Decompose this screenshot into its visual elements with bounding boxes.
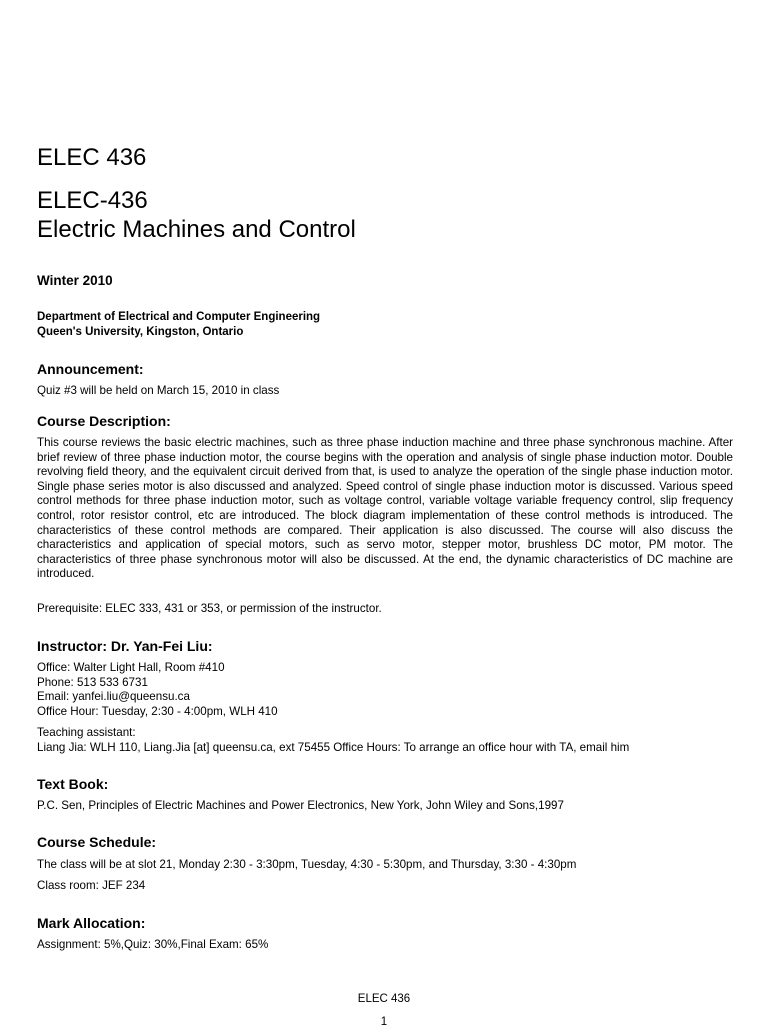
schedule-heading: Course Schedule: xyxy=(37,834,157,850)
teaching-assistant-block xyxy=(37,726,629,755)
announcement-heading: Announcement: xyxy=(37,361,144,377)
instructor-email: Email: yanfei.liu@queensu.ca xyxy=(37,690,190,704)
term-label: Winter 2010 xyxy=(37,273,113,288)
course-title-heading xyxy=(37,186,356,244)
university-name: Queen's University, Kingston, Ontario xyxy=(37,326,244,338)
ta-details: Liang Jia: WLH 110, Liang.Jia [at] queensu.ca, ext 75455 Office Hours: To arrange an office hour with TA, email him xyxy=(37,740,630,754)
textbook-heading: Text Book: xyxy=(37,776,109,792)
mark-allocation-heading: Mark Allocation: xyxy=(37,915,146,931)
department-name: Department of Electrical and Computer Engineering xyxy=(37,311,321,323)
footer-course-label: ELEC 436 xyxy=(357,993,411,1005)
course-title-code: ELEC-436 xyxy=(37,187,148,214)
department-block xyxy=(37,310,320,340)
instructor-phone: Phone: 513 533 6731 xyxy=(37,675,148,689)
instructor-office-hours: Office Hour: Tuesday, 2:30 - 4:00pm, WLH 410 xyxy=(37,704,278,718)
mark-allocation-text: Assignment: 5%,Quiz: 30%,Final Exam: 65% xyxy=(37,938,269,951)
course-code-heading: ELEC 436 xyxy=(37,144,147,171)
footer-page-number: 1 xyxy=(380,1016,388,1028)
ta-label: Teaching assistant: xyxy=(37,726,136,739)
instructor-office: Office: Walter Light Hall, Room #410 xyxy=(37,661,225,674)
announcement-text: Quiz #3 will be held on March 15, 2010 in class xyxy=(37,384,280,397)
course-title-name: Electric Machines and Control xyxy=(37,216,356,243)
schedule-text: The class will be at slot 21, Monday 2:30 - 3:30pm, Tuesday, 4:30 - 5:30pm, and Thursday, 3:30 - 4:30pm xyxy=(37,858,577,871)
textbook-text: P.C. Sen, Principles of Electric Machines and Power Electronics, New York, John Wiley and Sons,1997 xyxy=(37,799,564,812)
course-description-text: This course reviews the basic electric machines, such as three phase induction machine and three phase synchronous machine. After brief review of three phase induction motor, the course begins with the operation and analysis of single phase induction motor. Double revolving field theory, and the equivalent circuit derived from that, is used to analyze the operation of the single phase induction motor. Single phase series motor is also discussed and analyzed. Speed control of single phase induction motor is discussed. Various speed control methods for three phase induction motor, such as voltage control, variable voltage variable frequency control, slip frequency control, rotor resistor control, etc are introduced. The block diagram implementation of these control methods is introduced. The characteristics of these control methods are compared. Their application is also discussed. The course will also discuss the characteristics and application of special motors, such as servo motor, stepper motor, brushless DC motor, PM motor. The characteristics of three phase synchronous motor will also be discussed. At the end, the dynamic characteristics of DC machine are introduced. xyxy=(37,436,733,581)
course-description-heading: Course Description: xyxy=(37,413,171,429)
prerequisite-text: Prerequisite: ELEC 333, 431 or 353, or permission of the instructor. xyxy=(37,602,382,615)
classroom-text: Class room: JEF 234 xyxy=(37,879,146,892)
instructor-contact xyxy=(37,661,278,719)
instructor-heading: Instructor: Dr. Yan-Fei Liu: xyxy=(37,638,213,654)
